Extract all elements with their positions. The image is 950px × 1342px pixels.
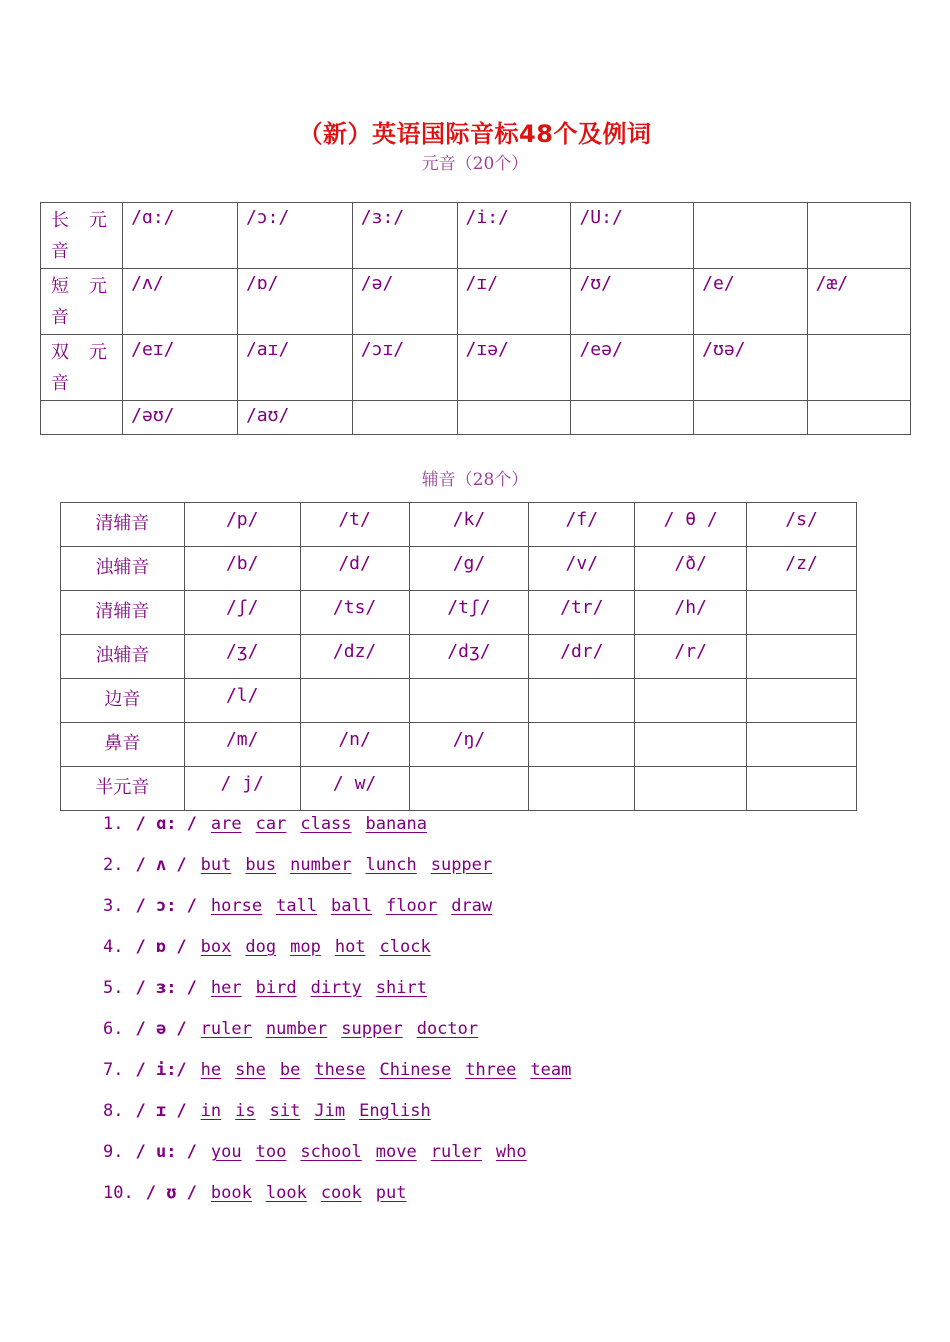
consonant-symbol-cell: /h/ xyxy=(635,591,747,635)
consonant-symbol-cell: /ts/ xyxy=(300,591,409,635)
example-word: class xyxy=(300,814,352,834)
example-word: are xyxy=(210,814,242,834)
consonant-symbol-cell: /ʃ/ xyxy=(184,591,300,635)
example-number: 10. xyxy=(103,1183,134,1203)
example-number: 3. xyxy=(103,896,124,916)
consonant-row-label: 清辅音 xyxy=(61,503,185,547)
consonant-symbol-cell: /dr/ xyxy=(529,635,635,679)
vowel-row xyxy=(41,269,911,335)
consonant-symbol-cell xyxy=(747,767,857,811)
example-line xyxy=(103,1101,431,1121)
example-word: car xyxy=(255,814,287,834)
consonant-symbol-cell: / w/ xyxy=(300,767,409,811)
consonant-symbol-cell: /z/ xyxy=(747,547,857,591)
consonant-row-label: 清辅音 xyxy=(61,591,185,635)
vowel-symbol-cell xyxy=(352,401,457,435)
example-word: draw xyxy=(451,896,493,916)
example-word: number xyxy=(290,855,352,875)
example-line xyxy=(103,1142,527,1162)
consonant-symbol-cell: /b/ xyxy=(184,547,300,591)
example-line xyxy=(103,1019,478,1039)
example-word: is xyxy=(235,1101,256,1121)
consonant-symbol-cell: /g/ xyxy=(409,547,529,591)
vowel-symbol-cell xyxy=(807,203,910,269)
consonant-symbol-cell xyxy=(300,679,409,723)
example-word: he xyxy=(200,1060,222,1080)
example-number: 8. xyxy=(103,1101,124,1121)
vowel-symbol-cell xyxy=(457,401,571,435)
consonant-symbol-cell xyxy=(529,679,635,723)
consonant-symbol-cell: /l/ xyxy=(184,679,300,723)
example-word: three xyxy=(465,1060,517,1080)
example-symbol: / ɑ: / xyxy=(135,814,197,834)
example-word: box xyxy=(200,937,232,957)
consonant-symbol-cell xyxy=(635,767,747,811)
example-number: 6. xyxy=(103,1019,124,1039)
vowels-heading: 元音（20个） xyxy=(421,154,529,174)
example-number: 9. xyxy=(103,1142,124,1162)
consonant-symbol-cell xyxy=(529,767,635,811)
example-symbol: / ɪ / xyxy=(135,1101,187,1121)
consonant-row-label: 边音 xyxy=(61,679,185,723)
consonant-row xyxy=(61,767,857,811)
example-number: 5. xyxy=(103,978,124,998)
example-word: hot xyxy=(334,937,366,957)
example-word: dirty xyxy=(310,978,362,998)
vowel-row-label: 双 元音 xyxy=(41,335,123,401)
example-number: 1. xyxy=(103,814,124,834)
consonant-row-label: 浊辅音 xyxy=(61,635,185,679)
example-word: bird xyxy=(255,978,297,998)
vowel-row-label: 长 元音 xyxy=(41,203,123,269)
vowel-symbol-cell: /aʊ/ xyxy=(237,401,352,435)
example-word: English xyxy=(359,1101,431,1121)
example-word: you xyxy=(210,1142,242,1162)
vowel-symbol-cell: /e/ xyxy=(694,269,807,335)
consonant-symbol-cell xyxy=(747,679,857,723)
example-word: sit xyxy=(269,1101,301,1121)
example-word: doctor xyxy=(416,1019,479,1039)
consonant-symbol-cell: /tʃ/ xyxy=(409,591,529,635)
example-line xyxy=(103,978,427,998)
consonant-symbol-cell: /dz/ xyxy=(300,635,409,679)
vowel-symbol-cell: /U:/ xyxy=(571,203,694,269)
example-line xyxy=(103,896,492,916)
consonant-row xyxy=(61,547,857,591)
consonants-heading: 辅音（28个） xyxy=(421,470,529,490)
example-word: ruler xyxy=(430,1142,482,1162)
consonant-symbol-cell: /tr/ xyxy=(529,591,635,635)
vowel-symbol-cell: /ɜ:/ xyxy=(352,203,457,269)
example-word: move xyxy=(375,1142,417,1162)
consonant-row xyxy=(61,723,857,767)
vowel-symbol-cell: /æ/ xyxy=(807,269,910,335)
consonant-row-label: 半元音 xyxy=(61,767,185,811)
example-line xyxy=(103,1060,571,1080)
example-word: lunch xyxy=(365,855,417,875)
example-word: tall xyxy=(276,896,318,916)
consonant-symbol-cell: /k/ xyxy=(409,503,529,547)
vowel-symbol-cell: /ɪ/ xyxy=(457,269,571,335)
example-word: floor xyxy=(386,896,438,916)
example-word: supper xyxy=(341,1019,403,1039)
vowel-row-label: 短 元音 xyxy=(41,269,123,335)
consonant-symbol-cell: /ŋ/ xyxy=(409,723,529,767)
vowel-symbol-cell xyxy=(807,335,910,401)
example-word: who xyxy=(495,1142,527,1162)
consonant-symbol-cell: /r/ xyxy=(635,635,747,679)
vowel-symbol-cell: /i:/ xyxy=(457,203,571,269)
example-word: ruler xyxy=(200,1019,252,1039)
consonant-symbol-cell xyxy=(409,679,529,723)
vowel-symbol-cell: /ɒ/ xyxy=(237,269,352,335)
consonant-row xyxy=(61,503,857,547)
vowel-row xyxy=(41,335,911,401)
vowel-symbol-cell: /eɪ/ xyxy=(123,335,238,401)
example-word: be xyxy=(279,1060,301,1080)
consonant-symbol-cell: /ð/ xyxy=(635,547,747,591)
vowel-symbol-cell: /eə/ xyxy=(571,335,694,401)
example-word: she xyxy=(235,1060,266,1080)
example-word: mop xyxy=(290,937,321,957)
example-word: school xyxy=(300,1142,362,1162)
example-word: look xyxy=(265,1183,307,1203)
consonant-symbol-cell xyxy=(635,679,747,723)
example-number: 7. xyxy=(103,1060,124,1080)
example-word: Jim xyxy=(314,1101,346,1121)
consonant-symbol-cell: /dʒ/ xyxy=(409,635,529,679)
example-line xyxy=(103,855,492,875)
vowel-symbol-cell: /əʊ/ xyxy=(123,401,238,435)
consonant-symbol-cell: / θ / xyxy=(635,503,747,547)
example-word: cook xyxy=(320,1183,362,1203)
vowel-symbol-cell: /ʌ/ xyxy=(123,269,238,335)
consonant-symbol-cell xyxy=(747,723,857,767)
example-word: shirt xyxy=(375,978,427,998)
example-number: 2. xyxy=(103,855,124,875)
consonant-symbol-cell xyxy=(747,635,857,679)
consonant-row-label: 浊辅音 xyxy=(61,547,185,591)
vowel-symbol-cell: /ə/ xyxy=(352,269,457,335)
consonant-symbol-cell: /m/ xyxy=(184,723,300,767)
consonant-row-label: 鼻音 xyxy=(61,723,185,767)
consonant-symbol-cell: /t/ xyxy=(300,503,409,547)
example-line xyxy=(103,814,427,834)
example-word: book xyxy=(210,1183,252,1203)
consonant-symbol-cell: /n/ xyxy=(300,723,409,767)
example-word: banana xyxy=(365,814,427,834)
vowel-symbol-cell xyxy=(694,203,807,269)
vowel-symbol-cell: /ʊ/ xyxy=(571,269,694,335)
example-word: horse xyxy=(210,896,263,916)
example-word: bus xyxy=(245,855,277,875)
vowel-symbol-cell xyxy=(694,401,807,435)
example-symbol: / ɜ: / xyxy=(135,978,197,998)
vowel-symbol-cell xyxy=(571,401,694,435)
example-line xyxy=(103,1183,406,1203)
vowel-symbol-cell xyxy=(807,401,910,435)
example-number: 4. xyxy=(103,937,124,957)
vowel-symbol-cell: /ɔɪ/ xyxy=(352,335,457,401)
vowel-row-label xyxy=(41,401,123,435)
consonant-symbol-cell: /p/ xyxy=(184,503,300,547)
vowel-symbol-cell: /ɔ:/ xyxy=(237,203,352,269)
consonant-row xyxy=(61,679,857,723)
example-symbol: / u: / xyxy=(135,1142,197,1162)
consonant-symbol-cell: /ʒ/ xyxy=(184,635,300,679)
vowel-row xyxy=(41,203,911,269)
example-word: Chinese xyxy=(379,1060,452,1080)
consonant-row xyxy=(61,635,857,679)
example-symbol: / ʌ / xyxy=(135,855,187,875)
page-title: （新）英语国际音标48个及例词 xyxy=(298,120,652,148)
example-word: these xyxy=(314,1060,366,1080)
example-word: but xyxy=(200,855,232,875)
vowel-symbol-cell: /ɪə/ xyxy=(457,335,571,401)
vowel-symbol-cell: /aɪ/ xyxy=(237,335,352,401)
example-word: clock xyxy=(379,937,431,957)
example-word: team xyxy=(530,1060,572,1080)
example-word: too xyxy=(255,1142,287,1162)
example-word: put xyxy=(375,1183,407,1203)
example-line xyxy=(103,937,431,957)
consonant-symbol-cell: /v/ xyxy=(529,547,635,591)
consonant-symbol-cell: /f/ xyxy=(529,503,635,547)
example-word: ball xyxy=(331,896,372,916)
example-symbol: / ɒ / xyxy=(135,937,187,957)
consonant-symbol-cell xyxy=(409,767,529,811)
vowel-symbol-cell: /ɑ:/ xyxy=(123,203,238,269)
vowel-row xyxy=(41,401,911,435)
vowel-symbol-cell: /ʊə/ xyxy=(694,335,807,401)
example-word: her xyxy=(210,978,242,998)
example-symbol: / ə / xyxy=(135,1019,187,1039)
consonant-symbol-cell: /s/ xyxy=(747,503,857,547)
example-word: dog xyxy=(245,937,277,957)
consonant-symbol-cell: /d/ xyxy=(300,547,409,591)
consonant-table xyxy=(60,502,857,811)
example-symbol: / i:/ xyxy=(135,1060,187,1080)
example-symbol: / ʊ / xyxy=(145,1183,197,1203)
consonant-symbol-cell: / j/ xyxy=(184,767,300,811)
vowel-table xyxy=(40,202,911,435)
consonant-symbol-cell xyxy=(635,723,747,767)
example-symbol: / ɔ: / xyxy=(135,896,197,916)
example-word: in xyxy=(200,1101,222,1121)
consonant-symbol-cell xyxy=(529,723,635,767)
consonant-row xyxy=(61,591,857,635)
consonant-symbol-cell xyxy=(747,591,857,635)
example-word: number xyxy=(265,1019,328,1039)
example-word: supper xyxy=(430,855,493,875)
